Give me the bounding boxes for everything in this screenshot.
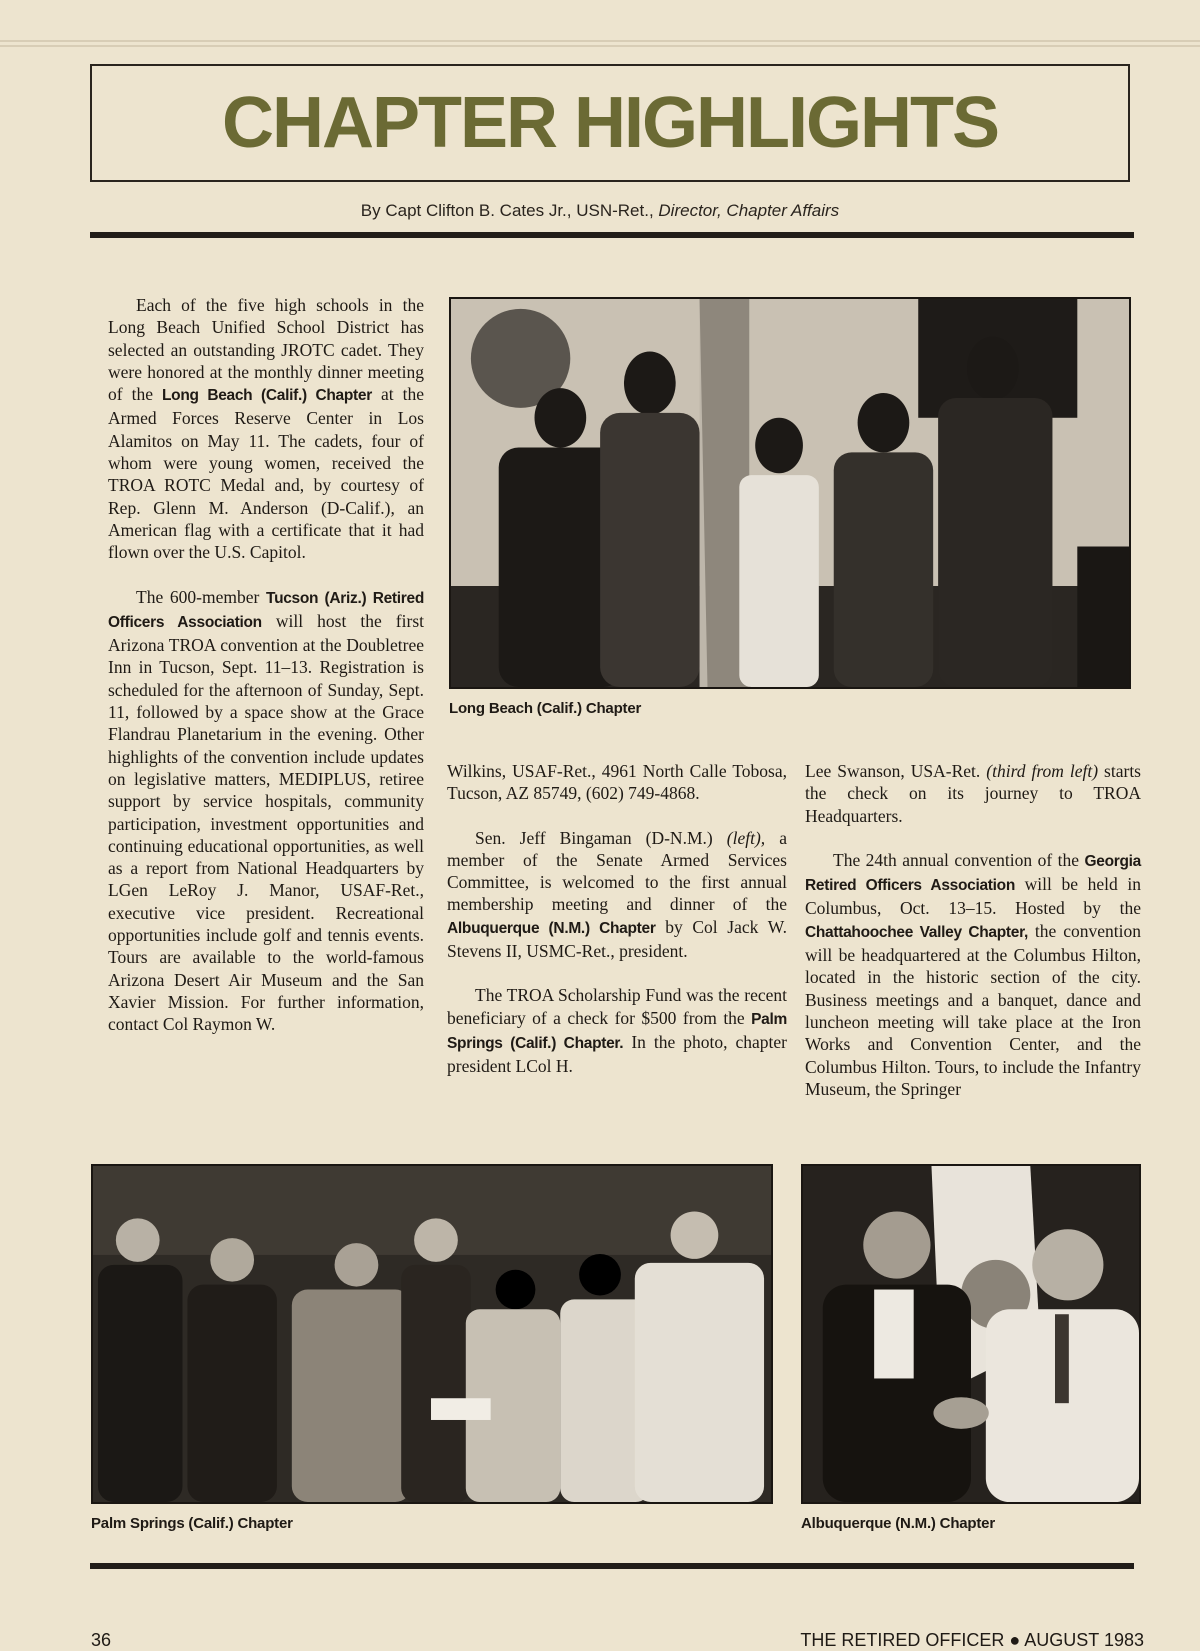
paragraph-palm-springs [447,984,787,1077]
page-number: 36 [91,1630,112,1650]
text-span: by Col Jack W. Stevens II, USMC-Ret., president. [447,916,787,962]
chapter-name-long-beach: Long Beach (Calif.) Chapter [162,387,372,405]
photo-albuquerque-image [803,1166,1139,1502]
photo-long-beach-image [451,299,1129,687]
chapter-name-albuquerque: Albuquerque (N.M.) Chapter [447,919,656,937]
text-span: (third from left) [986,761,1099,781]
text-span: Lee Swanson, USA-Ret. [805,761,987,781]
paragraph-swanson [805,760,1141,827]
paragraph-wilkins-contact: Wilkins, USAF-Ret., 4961 North Calle Tobosa, Tucson, AZ 85749, (602) 749-4868. [447,761,787,804]
top-rule-thin-2 [0,45,1200,47]
caption-albuquerque: Albuquerque (N.M.) Chapter [801,1515,995,1532]
title-box [90,64,1130,182]
text-span: Sen. Jeff Bingaman (D-N.M.) [475,827,727,848]
text-span: (left), [726,827,766,848]
paragraph-georgia [805,849,1141,1100]
photo-palm-springs [91,1164,773,1504]
header-rule [90,232,1134,238]
footer-rule [90,1563,1134,1569]
text-span: The 600-member [136,586,267,607]
column-1 [108,294,424,1036]
text-span: Each of the five high schools in the Long Beach Unified School District has selected an outstanding JROTC cadet. They were honored at the monthly dinner meeting of the [108,295,424,405]
top-rule-thin [0,40,1200,42]
caption-long-beach: Long Beach (Calif.) Chapter [449,700,642,717]
column-3 [805,760,1141,1100]
text-span: will be held in Columbus, Oct. 13–15. Hosted by the [805,874,1141,919]
text-span: The 24th annual convention of the [833,849,1085,870]
text-span: a member of the Senate Armed Services Committee, is welcomed to the first annual membership meeting and dinner of the [447,827,787,915]
byline-author: By Capt Clifton B. Cates Jr., USN-Ret., [360,201,654,220]
photo-albuquerque [801,1164,1141,1504]
photo-palm-springs-image [93,1166,771,1502]
chapter-name-chattahoochee: Chattahoochee Valley Chapter, [805,923,1028,941]
text-span: The TROA Scholarship Fund was the recent beneficiary of a check for $500 from the [447,985,787,1028]
text-span: at the Armed Forces Reserve Center in Los Alamitos on May 11. The cadets, four of whom were young women, received the TROA ROTC Medal and, by courtesy of Rep. Glenn M. Anderson (D-Calif.), an American flag with a certificate that it had flown over the U.S. Capitol. [108,384,424,563]
byline-role: Director, Chapter Affairs [658,201,840,220]
byline [0,201,1200,221]
photo-long-beach [449,297,1131,689]
text-span: In the photo, chapter president LCol H. [447,1031,787,1077]
association-name-georgia: Georgia Retired Officers Association [805,852,1141,895]
chapter-name-tucson: Tucson (Ariz.) Retired Officers Association [108,589,425,631]
column-2 [447,760,787,1078]
paragraph-long-beach [108,294,424,564]
paragraph-tucson [108,586,424,1036]
paragraph-albuquerque [447,827,787,963]
text-span: will host the first Arizona TROA convention at the Doubletree Inn in Tucson, Sept. 11–13. Registration is scheduled for the afternoon of Sunday, Sept. 11, followed by a space show at the Grace Flandrau Planetarium in the evening. Other highlights of the convention include updates on legislative matters, MEDIPLUS, retiree support by service hospitals, community participation, investment opportunities and continuing educational opportunities, as well as a report from National Headquarters by LGen LeRoy J. Manor, USAF-Ret., executive vice president. Recreational opportunities include golf and tennis events. Tours are available to the world-famous Arizona Desert Air Museum and the San Xavier Mission. For further information, contact Col Raymon W. [108,610,424,1035]
caption-palm-springs: Palm Springs (Calif.) Chapter [91,1515,293,1532]
publication-line: THE RETIRED OFFICER ● AUGUST 1983 [800,1630,1144,1650]
chapter-name-palm-springs: Palm Springs (Calif.) Chapter. [447,1010,787,1052]
text-span: starts the check on its journey to TROA Headquarters. [805,761,1141,826]
text-span: the convention will be headquartered at the Columbus Hilton, located in the historic section of the city. Business meetings and a banquet, dance and luncheon meeting will take place at the Iron Works and Convention Center, and the Columbus Hilton. Tours, to include the Infantry Museum, the Springer [805,920,1141,1099]
page-title: CHAPTER HIGHLIGHTS [221,83,998,163]
